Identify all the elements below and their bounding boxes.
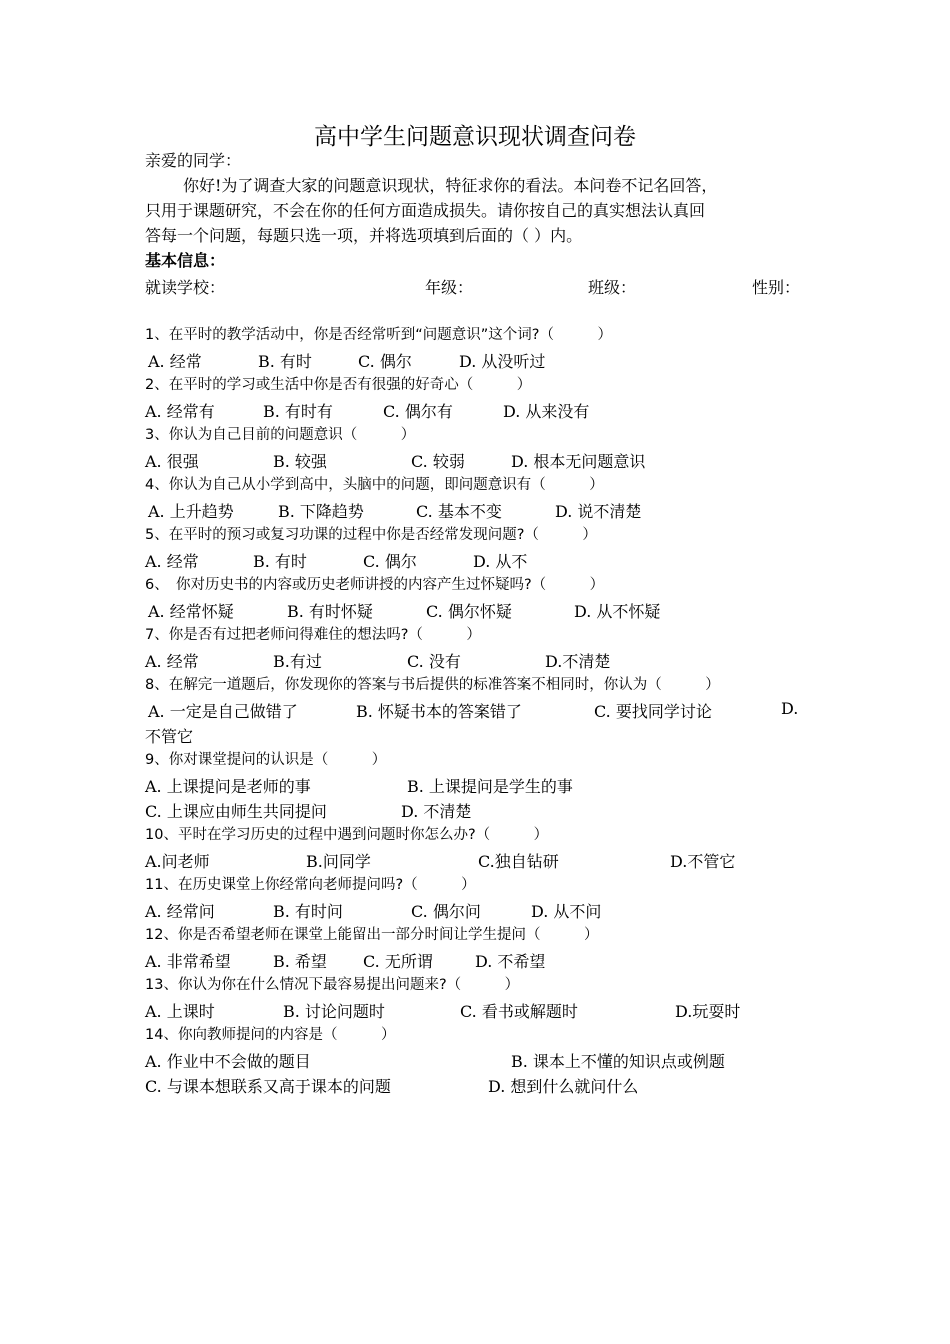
grade-field-label: 年级：	[425, 278, 474, 297]
option-a: A. 上课提问是老师的事	[145, 777, 311, 796]
option-c: C. 偶尔	[358, 352, 412, 371]
option-d: D. 从不问	[531, 902, 602, 921]
question-text: 8、在解完一道题后，你发现你的答案与书后提供的标准答案不相同时，你认为（ ）	[145, 677, 720, 693]
intro-line-3: 答每一个问题，每题只选一项，并将选项填到后面的（ ）内。	[145, 226, 583, 245]
option-d: D. 说不清楚	[555, 502, 642, 521]
option-b: B.问同学	[306, 852, 371, 871]
option-b: B.有过	[273, 652, 322, 671]
intro-line-1: 你好!为了调查大家的问题意识现状，特征求你的看法。本问卷不记名回答，	[183, 176, 718, 195]
option-c: C. 偶尔问	[411, 902, 481, 921]
option-d: D.不清楚	[545, 652, 611, 671]
option-d: D.玩耍时	[675, 1002, 741, 1021]
gender-field-label: 性别：	[752, 278, 801, 297]
option-a: A. 经常有	[145, 402, 215, 421]
option-d: D. 从没听过	[459, 352, 546, 371]
option-a: A. 上升趋势	[148, 502, 234, 521]
option-d: D. 从不怀疑	[574, 602, 661, 621]
option-c: C.独自钻研	[478, 852, 559, 871]
option-a: A. 经常	[145, 552, 199, 571]
option-a: A. 很强	[145, 452, 199, 471]
option-c: C. 偶尔	[363, 552, 417, 571]
question-text: 7、你是否有过把老师问得难住的想法吗?（ ）	[145, 627, 481, 643]
option-c: C. 无所谓	[363, 952, 433, 971]
option-d: D. 根本无问题意识	[511, 452, 646, 471]
question-text: 5、在平时的预习或复习功课的过程中你是否经常发现问题?（ ）	[145, 527, 597, 543]
option-a: A. 经常	[148, 352, 202, 371]
option-d-continuation: 不管它	[145, 727, 194, 746]
option-c: C. 较弱	[411, 452, 465, 471]
question-text: 10、平时在学习历史的过程中遇到问题时你怎么办?（ ）	[145, 827, 549, 843]
option-a: A. 上课时	[145, 1002, 215, 1021]
question-text: 13、你认为你在什么情况下最容易提出问题来?（ ）	[145, 977, 520, 993]
option-b: B. 有时有	[263, 402, 333, 421]
option-d: D. 不清楚	[401, 802, 472, 821]
option-b: B. 课本上不懂的知识点或例题	[511, 1052, 725, 1071]
option-b: B. 上课提问是学生的事	[407, 777, 573, 796]
option-b: B. 有时	[253, 552, 307, 571]
option-a: A. 经常	[145, 652, 199, 671]
option-d: D. 从不	[473, 552, 528, 571]
question-text: 4、你认为自己从小学到高中，头脑中的问题，即问题意识有（ ）	[145, 477, 604, 493]
option-d: D.	[781, 699, 799, 718]
option-d: D.不管它	[670, 852, 736, 871]
question-text: 9、你对课堂提问的认识是（ ）	[145, 752, 387, 768]
question-text: 14、你向教师提问的内容是（ ）	[145, 1027, 396, 1043]
option-a: A. 作业中不会做的题目	[145, 1052, 311, 1071]
option-b: B. 有时	[258, 352, 312, 371]
option-b: B. 下降趋势	[278, 502, 364, 521]
option-b: B. 有时怀疑	[287, 602, 373, 621]
option-c: C. 基本不变	[416, 502, 502, 521]
option-b: B. 希望	[273, 952, 327, 971]
school-field-label: 就读学校：	[145, 278, 226, 297]
option-a: A. 非常希望	[145, 952, 231, 971]
question-text: 11、在历史课堂上你经常向老师提问吗?（ ）	[145, 877, 476, 893]
option-a: A.问老师	[145, 852, 210, 871]
basic-info-heading: 基本信息：	[145, 251, 226, 270]
question-text: 1、在平时的教学活动中，你是否经常听到“问题意识”这个词?（ ）	[145, 327, 612, 343]
option-a: A. 经常怀疑	[148, 602, 234, 621]
option-a: A. 一定是自己做错了	[148, 702, 298, 721]
option-b: B. 怀疑书本的答案错了	[356, 702, 522, 721]
option-b: B. 有时问	[273, 902, 343, 921]
intro-line-2: 只用于课题研究，不会在你的任何方面造成损失。请你按自己的真实想法认真回	[145, 201, 706, 220]
option-c: C. 要找同学讨论	[594, 702, 712, 721]
greeting: 亲爱的同学：	[145, 151, 242, 170]
question-text: 12、你是否希望老师在课堂上能留出一部分时间让学生提问（ ）	[145, 927, 599, 943]
option-b: B. 较强	[273, 452, 327, 471]
option-b: B. 讨论问题时	[283, 1002, 385, 1021]
option-a: A. 经常问	[145, 902, 215, 921]
option-c: C. 偶尔怀疑	[426, 602, 512, 621]
option-c: C. 看书或解题时	[460, 1002, 578, 1021]
question-text: 6、 你对历史书的内容或历史老师讲授的内容产生过怀疑吗?（ ）	[145, 577, 605, 593]
question-text: 3、你认为自己目前的问题意识（ ）	[145, 427, 416, 443]
option-d: D. 想到什么就问什么	[488, 1077, 639, 1096]
option-c: C. 没有	[407, 652, 461, 671]
page-title: 高中学生问题意识现状调查问卷	[314, 124, 636, 150]
class-field-label: 班级：	[588, 278, 637, 297]
option-d: D. 从来没有	[503, 402, 590, 421]
option-c: C. 与课本想联系又高于课本的问题	[145, 1077, 391, 1096]
question-text: 2、在平时的学习或生活中你是否有很强的好奇心（ ）	[145, 377, 532, 393]
option-c: C. 偶尔有	[383, 402, 453, 421]
option-c: C. 上课应由师生共同提问	[145, 802, 327, 821]
option-d: D. 不希望	[475, 952, 546, 971]
